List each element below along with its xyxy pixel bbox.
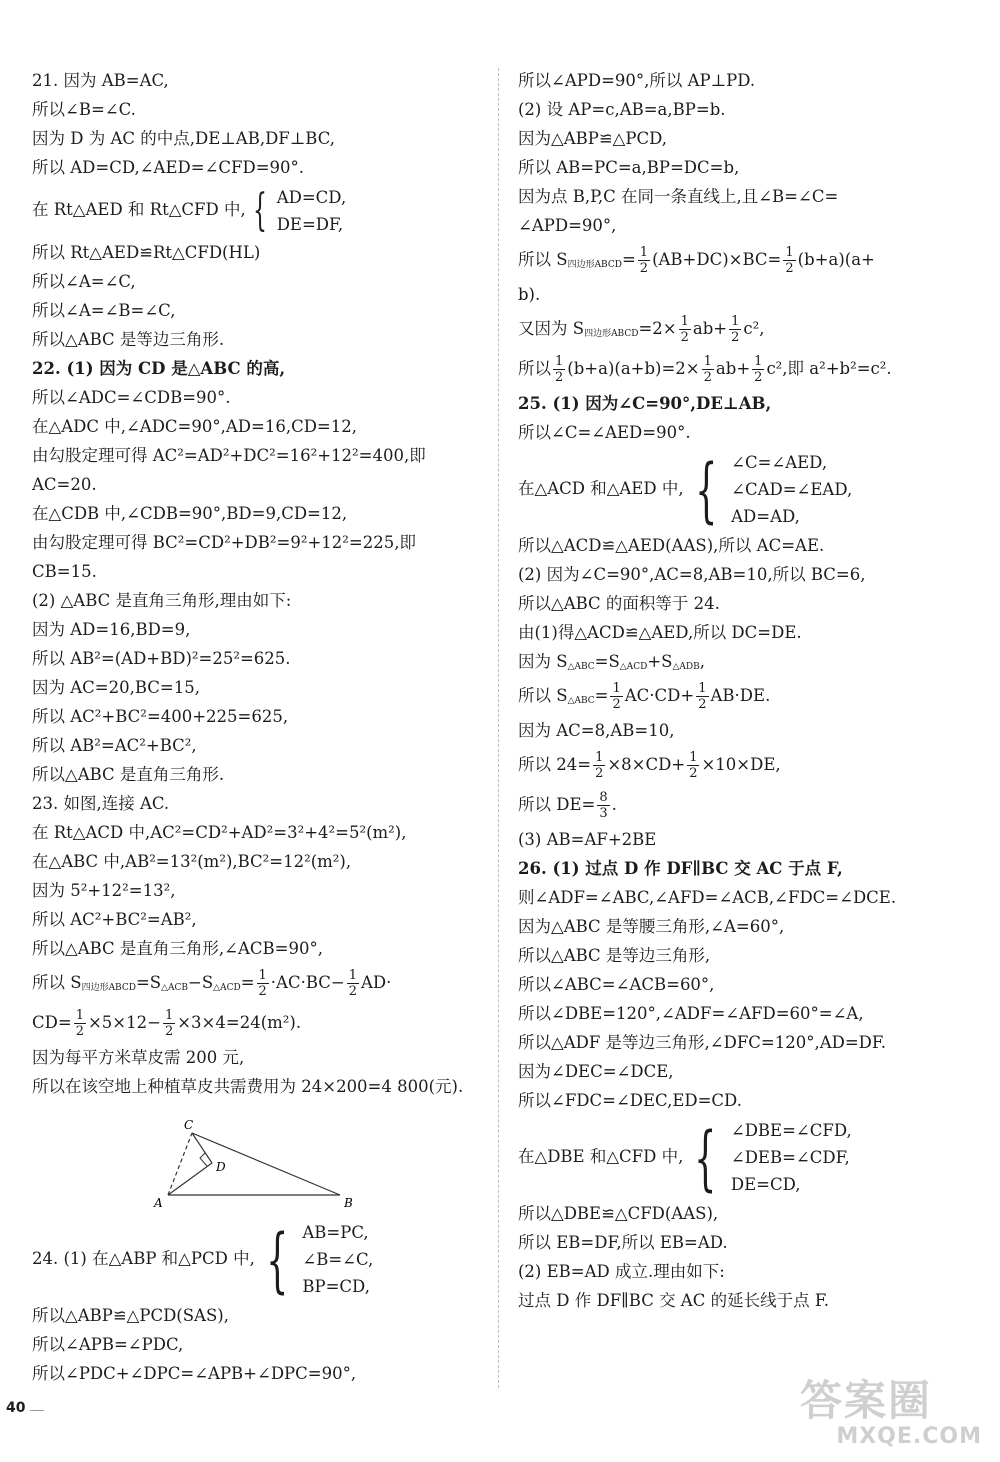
text-line: 由勾股定理可得 BC²=CD²+DB²=9²+12²=225,即	[32, 533, 416, 552]
text-line: 所以∠PDC+∠DPC=∠APB+∠DPC=90°,	[32, 1364, 357, 1383]
text-line-system: 在 Rt△AED 和 Rt△CFD 中, { AD=CD, DE=DF,	[32, 184, 347, 236]
label-c: C	[184, 1118, 194, 1132]
text-line: 所以∠C=∠AED=90°.	[518, 423, 691, 442]
text-line-system: 24. (1) 在△ABP 和△PCD 中, { AB=PC, ∠B=∠C, BP=CD,	[32, 1218, 374, 1301]
fraction: $\frac{1}{2}$	[75, 1008, 84, 1039]
text-line-formula: 所以 $S_{\triangle ABC}=$ $\frac{1}{2}$ AC·CD+ $\frac{1}{2}$ AB·DE.	[518, 681, 771, 712]
text-line: 所以 Rt△AED≌Rt△CFD(HL)	[32, 243, 261, 262]
triangle-figure	[140, 1115, 370, 1215]
fraction: $\frac{1}{2}$	[680, 314, 689, 345]
text-line: 所以 AB=PC=a,BP=DC=b,	[518, 158, 740, 177]
text-line: 因为△ABC 是等腰三角形,∠A=60°,	[518, 917, 785, 936]
text-line: 所以∠A=∠B=∠C,	[32, 301, 176, 320]
label-a: A	[154, 1196, 163, 1210]
text-line: 所以∠APD=90°,所以 AP⊥PD.	[518, 71, 756, 90]
text-line: (2) 设 AP=c,AB=a,BP=b.	[518, 100, 726, 119]
text-line: 25. (1) 因为∠C=90°,DE⊥AB,	[518, 394, 772, 413]
text-line: 所以△DBE≌△CFD(AAS),	[518, 1204, 719, 1223]
fraction: $\frac{1}{2}$	[785, 245, 794, 276]
fraction: $\frac{1}{2}$	[731, 314, 740, 345]
equation-system: { AD=CD, DE=DF,	[252, 184, 347, 236]
text-line: 因为 AC=8,AB=10,	[518, 721, 675, 740]
fraction: $\frac{1}{2}$	[348, 968, 357, 999]
text-line: 因为△ABP≌△PCD,	[518, 129, 667, 148]
text-line-formula: 因为 $S_{\triangle ABC}=S_{\triangle ACD}+S_{\triangle ADB}$,	[518, 652, 705, 672]
text-line: 所以△ABC 是直角三角形.	[32, 765, 225, 784]
fraction: $\frac{1}{2}$	[698, 681, 707, 712]
text-line: 所以 AB²=(AD+BD)²=25²=625.	[32, 649, 291, 668]
text-line-system: 在△ACD 和△AED 中, { ∠C=∠AED, ∠CAD=∠EAD, AD=AD,	[518, 448, 853, 531]
text-line: 因为∠DEC=∠DCE,	[518, 1062, 674, 1081]
text-line: 所以在该空地上种植草皮共需费用为 24×200=4 800(元).	[32, 1077, 464, 1096]
text-line: (2) △ABC 是直角三角形,理由如下:	[32, 591, 292, 610]
text-line-formula: 又因为 $S_{四边形ABCD}=2\times$ $\frac{1}{2}$ ab+ $\frac{1}{2}$ c²,	[518, 314, 765, 345]
text-line: 26. (1) 过点 D 作 DF∥BC 交 AC 于点 F,	[518, 859, 843, 878]
equation-system: { ∠DBE=∠CFD, ∠DEB=∠CDF, DE=CD,	[694, 1116, 852, 1199]
text-line: 因为每平方米草皮需 200 元,	[32, 1048, 245, 1067]
text-line: 所以△ABC 是等边三角形.	[32, 330, 225, 349]
text-line: 所以∠FDC=∠DEC,ED=CD.	[518, 1091, 742, 1110]
text-line: 因为 AD=16,BD=9,	[32, 620, 191, 639]
text-line-formula: 所以 24= $\frac{1}{2}$ ×8×CD+ $\frac{1}{2}$ ×10×DE,	[518, 750, 781, 781]
text-line: 所以∠ABC=∠ACB=60°,	[518, 975, 715, 994]
text-line: 所以∠DBE=120°,∠ADF=∠AFD=60°=∠A,	[518, 1004, 864, 1023]
text-line: CB=15.	[32, 562, 97, 581]
text-line: 由(1)得△ACD≌△AED,所以 DC=DE.	[518, 623, 802, 642]
page-number-rule	[30, 1410, 44, 1411]
text-line: 所以 AD=CD,∠AED=∠CFD=90°.	[32, 158, 305, 177]
text-line: ∠APD=90°,	[518, 216, 617, 235]
fraction: $\frac{1}{2}$	[612, 681, 621, 712]
text-line: AC=20.	[32, 475, 97, 494]
brace-icon: {	[265, 1218, 289, 1301]
text-line-formula: CD= $\frac{1}{2}$ ×5×12− $\frac{1}{2}$ ×3×4=24(m²).	[32, 1008, 302, 1039]
text-line-formula: 所以 $\frac{1}{2}$ (b+a)(a+b)=2× $\frac{1}{2}$ ab+ $\frac{1}{2}$ c²,即 a²+b²=c².	[518, 354, 892, 385]
text-line: 所以△ABC 是直角三角形,∠ACB=90°,	[32, 939, 323, 958]
text-line: 所以∠ADC=∠CDB=90°.	[32, 388, 231, 407]
fraction: $\frac{1}{2}$	[258, 968, 267, 999]
watermark-logo	[800, 1378, 990, 1456]
text-line: 因为点 B,P,C 在同一条直线上,且∠B=∠C=	[518, 187, 839, 206]
text-line-formula: 所以 $S_{四边形ABCD}=S_{\triangle ACB}-S_{\triangle ACD}=$ $\frac{1}{2}$ ·AC·BC− $\frac{1}{2}$ AD·	[32, 968, 392, 999]
text-line: 所以∠APB=∠PDC,	[32, 1335, 184, 1354]
text-line: 因为 AC=20,BC=15,	[32, 678, 200, 697]
text-line: (2) 因为∠C=90°,AC=8,AB=10,所以 BC=6,	[518, 565, 866, 584]
column-separator	[498, 68, 499, 1388]
brace-icon: {	[694, 448, 717, 531]
brace-icon: {	[694, 1116, 717, 1199]
fraction: $\frac{1}{2}$	[703, 354, 712, 385]
fraction: $\frac{1}{2}$	[754, 354, 763, 385]
equation-system: { AB=PC, ∠B=∠C, BP=CD,	[265, 1218, 374, 1301]
fraction: $\frac{8}{3}$	[599, 790, 608, 821]
text-line: 所以∠A=∠C,	[32, 272, 136, 291]
text-line: 由勾股定理可得 AC²=AD²+DC²=16²+12²=400,即	[32, 446, 426, 465]
text-line: 所以 AB²=AC²+BC²,	[32, 736, 197, 755]
text-line: 所以△ABC 是等边三角形,	[518, 946, 711, 965]
text-line: 21. 因为 AB=AC,	[32, 71, 169, 90]
text-line: 在△ADC 中,∠ADC=90°,AD=16,CD=12,	[32, 417, 357, 436]
page-number: 40	[6, 1400, 26, 1416]
text-line: 过点 D 作 DF∥BC 交 AC 的延长线于点 F.	[518, 1291, 829, 1310]
text-line-formula: 所以 $S_{四边形ABCD}=$ $\frac{1}{2}$ (AB+DC)×BC= $\frac{1}{2}$ (b+a)(a+	[518, 245, 875, 276]
text-line: 所以 AC²+BC²=AB²,	[32, 910, 197, 929]
label-d: D	[216, 1160, 226, 1174]
text-line: 所以 AC²+BC²=400+225=625,	[32, 707, 289, 726]
text-line: 22. (1) 因为 CD 是△ABC 的高,	[32, 359, 286, 378]
brace-icon: {	[252, 184, 267, 236]
text-line: 所以△ADF 是等边三角形,∠DFC=120°,AD=DF.	[518, 1033, 887, 1052]
text-line: 23. 如图,连接 AC.	[32, 794, 170, 813]
text-line: 所以∠B=∠C.	[32, 100, 136, 119]
text-line: 因为 D 为 AC 的中点,DE⊥AB,DF⊥BC,	[32, 129, 335, 148]
fraction: $\frac{1}{2}$	[164, 1008, 174, 1039]
right-column	[518, 66, 978, 1315]
watermark-text: 答案圈	[800, 1376, 933, 1425]
text-line: 所以△ABC 的面积等于 24.	[518, 594, 720, 613]
text-line-system: 在△DBE 和△CFD 中, { ∠DBE=∠CFD, ∠DEB=∠CDF, DE=CD,	[518, 1116, 852, 1199]
text-line: 在 Rt△ACD 中,AC²=CD²+AD²=3²+4²=5²(m²),	[32, 823, 407, 842]
text-line: 所以 EB=DF,所以 EB=AD.	[518, 1233, 728, 1252]
text-line: 则∠ADF=∠ABC,∠AFD=∠ACB,∠FDC=∠DCE.	[518, 888, 897, 907]
text-line: b).	[518, 285, 541, 304]
text-line: (2) EB=AD 成立.理由如下:	[518, 1262, 725, 1281]
equation-system: { ∠C=∠AED, ∠CAD=∠EAD, AD=AD,	[694, 448, 853, 531]
text-line: 在△ABC 中,AB²=13²(m²),BC²=12²(m²),	[32, 852, 352, 871]
fraction: $\frac{1}{2}$	[555, 354, 564, 385]
text-line-formula: 所以 DE= $\frac{8}{3}$ .	[518, 790, 617, 821]
text-line: 所以△ABP≌△PCD(SAS),	[32, 1306, 229, 1325]
segment-cb	[192, 1133, 340, 1195]
text-line: (3) AB=AF+2BE	[518, 830, 657, 849]
label-b: B	[344, 1196, 353, 1210]
watermark-url: MXQE.COM	[836, 1424, 982, 1449]
fraction: $\frac{1}{2}$	[689, 750, 698, 781]
text-line: 在△CDB 中,∠CDB=90°,BD=9,CD=12,	[32, 504, 348, 523]
text-line: 所以△ACD≌△AED(AAS),所以 AC=AE.	[518, 536, 825, 555]
fraction: $\frac{1}{2}$	[595, 750, 604, 781]
text-line: 因为 5²+12²=13²,	[32, 881, 176, 900]
fraction: $\frac{1}{2}$	[639, 245, 649, 276]
